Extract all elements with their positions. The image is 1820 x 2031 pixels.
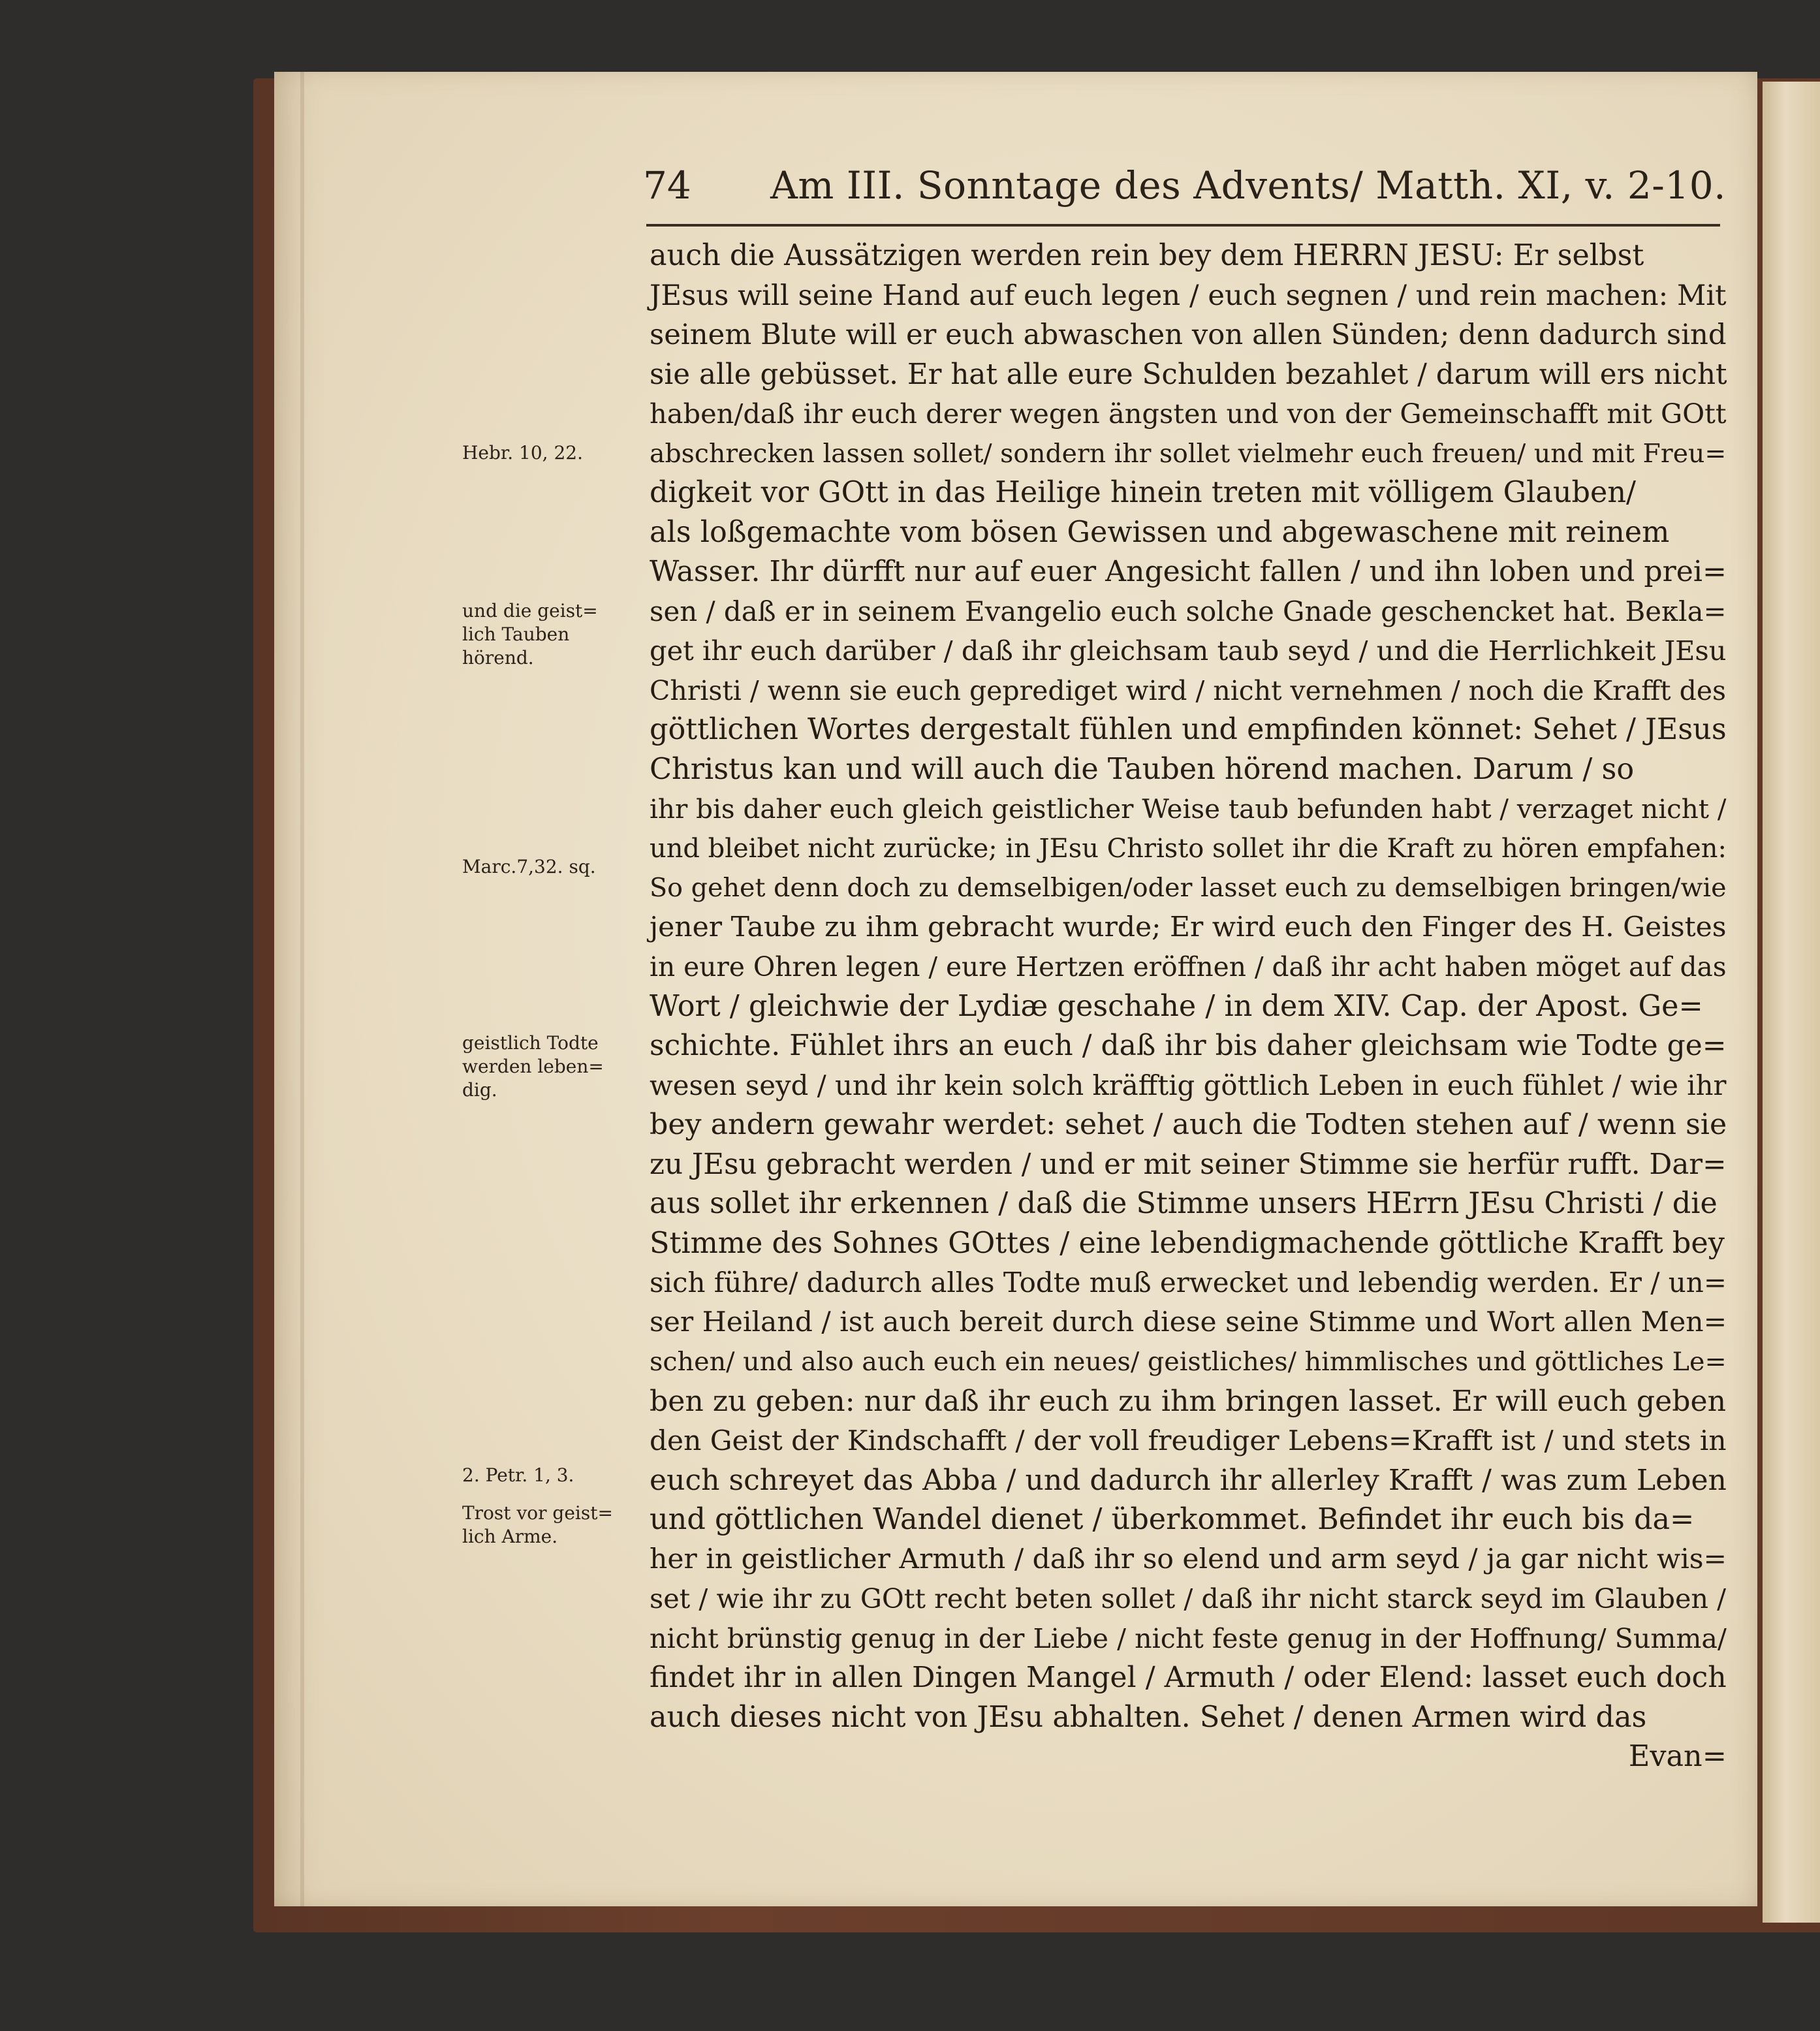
margin-note-line: Hebr. 10, 22.: [462, 442, 583, 464]
text-line: auch die Aussätzigen werden rein bey dem HERRN JESU: Er selbst: [650, 239, 1644, 272]
text-line: ihr bis daher euch gleich geistlicher Weise taub befunden habt / verzaget nicht /: [650, 793, 1727, 825]
margin-note-petr: [462, 1464, 638, 1487]
text-line: auch dieses nicht von JEsu abhalten. Sehet / denen Armen wird das: [650, 1700, 1647, 1734]
text-line: ser Heiland / ist auch bereit durch diese seine Stimme und Wort allen Men=: [650, 1306, 1727, 1338]
margin-note-line: Marc.7,32. sq.: [462, 856, 596, 877]
margin-note-line: geistlich Todte: [462, 1032, 599, 1054]
text-line: euch schreyet das Abba / und dadurch ihr allerley Krafft / was zum Leben: [650, 1463, 1727, 1497]
text-line: sie alle gebüsset. Er hat alle eure Schulden bezahlet / darum will ers nicht: [650, 358, 1727, 391]
text-line: und göttlichen Wandel dienet / überkommet. Befindet ihr euch bis da=: [650, 1503, 1695, 1536]
text-line: her in geistlicher Armuth / daß ihr so elend und arm seyd / ja gar nicht wis=: [650, 1543, 1727, 1575]
text-line: zu JEsu gebracht werden / und er mit seiner Stimme sie herfür rufft. Dar=: [650, 1148, 1727, 1181]
text-line: und bleibet nicht zurücke; in JEsu Christo sollet ihr die Kraft zu hören empfahen:: [650, 833, 1727, 864]
text-line: set / wie ihr zu GOtt recht beten sollet / daß ihr nicht starck seyd im Glauben /: [650, 1583, 1727, 1614]
text-line: get ihr euch darüber / daß ihr gleichsam taub seyd / und die Herrlichkeit JEsu: [650, 635, 1727, 667]
running-head: Am III. Sonntage des Advents/ Matth. XI, v. 2-10.: [770, 163, 1727, 208]
text-line: So gehet denn doch zu demselbigen/oder lasset euch zu demselbigen bringen/wie: [650, 873, 1727, 903]
text-line: sich führe/ dadurch alles Todte muß erwecket und lebendig werden. Er / un=: [650, 1267, 1727, 1299]
margin-note-todte: [462, 1031, 638, 1102]
text-line: findet ihr in allen Dingen Mangel / Armuth / oder Elend: lasset euch doch: [650, 1661, 1727, 1694]
text-line: digkeit vor GOtt in das Heilige hinein treten mit völligem Glauben/: [650, 476, 1637, 509]
margin-note-line: lich Tauben: [462, 623, 570, 645]
margin-note-line: lich Arme.: [462, 1526, 558, 1547]
margin-note-line: dig.: [462, 1079, 497, 1101]
text-line: Wort / gleichwie der Lydiæ geschahe / in dem XIV. Cap. der Apost. Ge=: [650, 989, 1703, 1023]
page-number: 74: [643, 163, 691, 208]
text-line: seinem Blute will er euch abwaschen von allen Sünden; denn dadurch sind: [650, 319, 1727, 351]
text-line: bey andern gewahr werdet: sehet / auch die Todten stehen auf / wenn sie: [650, 1108, 1727, 1141]
text-line: in eure Ohren legen / eure Hertzen eröffnen / daß ihr acht haben möget auf das: [650, 951, 1727, 983]
margin-note-line: Trost vor geist=: [462, 1502, 613, 1524]
text-line: den Geist der Kindschafft / der voll freudiger Lebens=Krafft ist / und stets in: [650, 1425, 1727, 1456]
text-line: wesen seyd / und ihr kein solch kräfftig göttlich Leben in euch fühlet / wie ihr: [650, 1069, 1727, 1101]
text-line: als loßgemachte vom bösen Gewissen und abgewaschene mit reinem: [650, 515, 1670, 549]
catchword: Evan=: [1628, 1740, 1727, 1773]
margin-note-tauben: [462, 599, 638, 670]
text-line: ben zu geben: nur daß ihr euch zu ihm bringen lasset. Er will euch geben: [650, 1384, 1727, 1418]
margin-note-line: hörend.: [462, 647, 534, 669]
next-page-edge: [1763, 82, 1820, 1923]
text-line: Wasser. Ihr dürfft nur auf euer Angesicht fallen / und ihn loben und prei=: [650, 555, 1727, 588]
header-rule: [646, 224, 1720, 227]
text-line: haben/daß ihr euch derer wegen ängsten und von der Gemeinschafft mit GOtt: [650, 398, 1727, 430]
text-line: JEsus will seine Hand auf euch legen / euch segnen / und rein machen: Mit: [650, 279, 1727, 312]
text-line: schichte. Fühlet ihrs an euch / daß ihr bis daher gleichsam wie Todte ge=: [650, 1029, 1727, 1062]
text-line: Stimme des Sohnes GOttes / eine lebendigmachende göttliche Krafft bey: [650, 1226, 1725, 1260]
text-line: sen / daß er in seinem Evangelio euch solche Gnade geschencket hat. Beкla=: [650, 595, 1727, 627]
margin-note-line: werden leben=: [462, 1056, 604, 1077]
page-header: [643, 163, 1727, 215]
text-line: göttlichen Wortes dergestalt fühlen und empfinden könnet: Sehet / JEsus: [650, 713, 1727, 746]
text-line: jener Taube zu ihm gebracht wurde; Er wird euch den Finger des H. Geistes: [650, 911, 1727, 943]
margin-note-line: 2. Petr. 1, 3.: [462, 1464, 574, 1486]
margin-note-line: und die geist=: [462, 600, 598, 622]
text-line: aus sollet ihr erkennen / daß die Stimme unsers HErrn JEsu Christi / die: [650, 1187, 1718, 1220]
text-line: abschrecken lassen sollet/ sondern ihr sollet vielmehr euch freuen/ und mit Freu=: [650, 438, 1727, 469]
page-gutter-shadow: [300, 72, 304, 1906]
margin-note-hebr: [462, 441, 638, 465]
margin-note-marc: [462, 855, 638, 879]
text-line: Christus kan und will auch die Tauben hörend machen. Darum / so: [650, 752, 1635, 786]
text-line: nicht brünstig genug in der Liebe / nicht feste genug in der Hoffnung/ Summa/: [650, 1622, 1727, 1654]
margin-note-trost: [462, 1502, 638, 1549]
text-line: schen/ und also auch euch ein neues/ geistliches/ himmlisches und göttliches Le=: [650, 1347, 1727, 1377]
body-text: [650, 236, 1727, 1777]
text-line: Christi / wenn sie euch geprediget wird / nicht vernehmen / noch die Krafft des: [650, 674, 1727, 706]
